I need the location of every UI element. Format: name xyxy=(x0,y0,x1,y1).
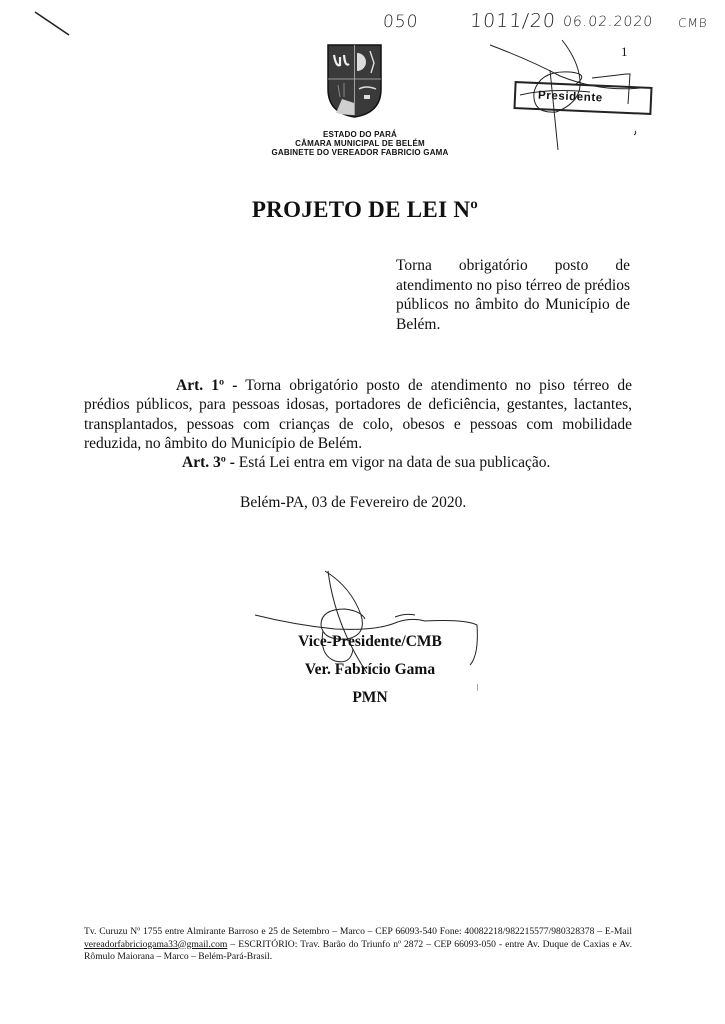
protocol-date: 06.02.2020 xyxy=(562,14,654,30)
article-3 xyxy=(84,453,632,472)
stamp-label: Presidente xyxy=(537,89,604,105)
header-office: GABINETE DO VEREADOR FABRICIO GAMA xyxy=(271,148,449,157)
article-1 xyxy=(84,376,632,453)
protocol-code: 1011/20 xyxy=(469,10,557,32)
signature-name: Ver. Fabrício Gama xyxy=(304,661,436,678)
articles-body xyxy=(84,376,632,472)
footer-address xyxy=(84,926,632,964)
stray-mark xyxy=(477,684,478,691)
page-number: 1 xyxy=(621,44,628,59)
pen-mark xyxy=(0,0,80,50)
date-line: Belém-PA, 03 de Fevereiro de 2020. xyxy=(240,494,467,511)
signature-party: PMN xyxy=(352,689,388,706)
article-1-text: Torna obrigatório posto de atendimento no piso térreo de prédios públicos, para pessoas idosas, portadores de deficiência, gestantes, lactantes, transplantados, pessoas com crianças de colo, obesos e pessoas com mobilidade reduzida, no âmbito do Município de Belém. xyxy=(84,377,632,452)
coat-of-arms-icon xyxy=(326,43,383,119)
protocol-number: 050 xyxy=(382,12,420,32)
document-title: PROJETO DE LEI Nº xyxy=(251,197,479,222)
footer-address-part2: – ESCRITÓRIO: Trav. Barão do Triunfo nº 2872 – CEP 66093-050 - entre Av. Duque de Caxias e Av. Rômulo Maiorana – Marco – Belém-Pará-Brasil. xyxy=(84,938,632,963)
article-3-label: Art. 3º - xyxy=(182,454,235,472)
header-chamber: CÂMARA MUNICIPAL DE BELÉM xyxy=(295,139,425,148)
protocol-suffix: CMB xyxy=(677,16,709,30)
article-1-label: Art. 1º - xyxy=(176,377,238,394)
ementa: Torna obrigatório posto de atendimento no piso térreo de prédios públicos no âmbito do Município de Belém. xyxy=(396,257,630,333)
article-3-text: Está Lei entra em vigor na data de sua publicação. xyxy=(234,454,551,472)
footer-address-part1: Tv. Curuzu Nº 1755 entre Almirante Barroso e 25 de Setembro – Marco – CEP 66093-540 Fone: 40082218/982215577/980328378 – E-Mail xyxy=(84,926,632,937)
president-signature xyxy=(490,40,660,160)
signature-role: Vice-Presidente/CMB xyxy=(298,633,442,650)
header-state: ESTADO DO PARÁ xyxy=(322,130,398,139)
footer-email-link[interactable]: vereadorfabriciogama33@gmail.com xyxy=(84,938,228,950)
